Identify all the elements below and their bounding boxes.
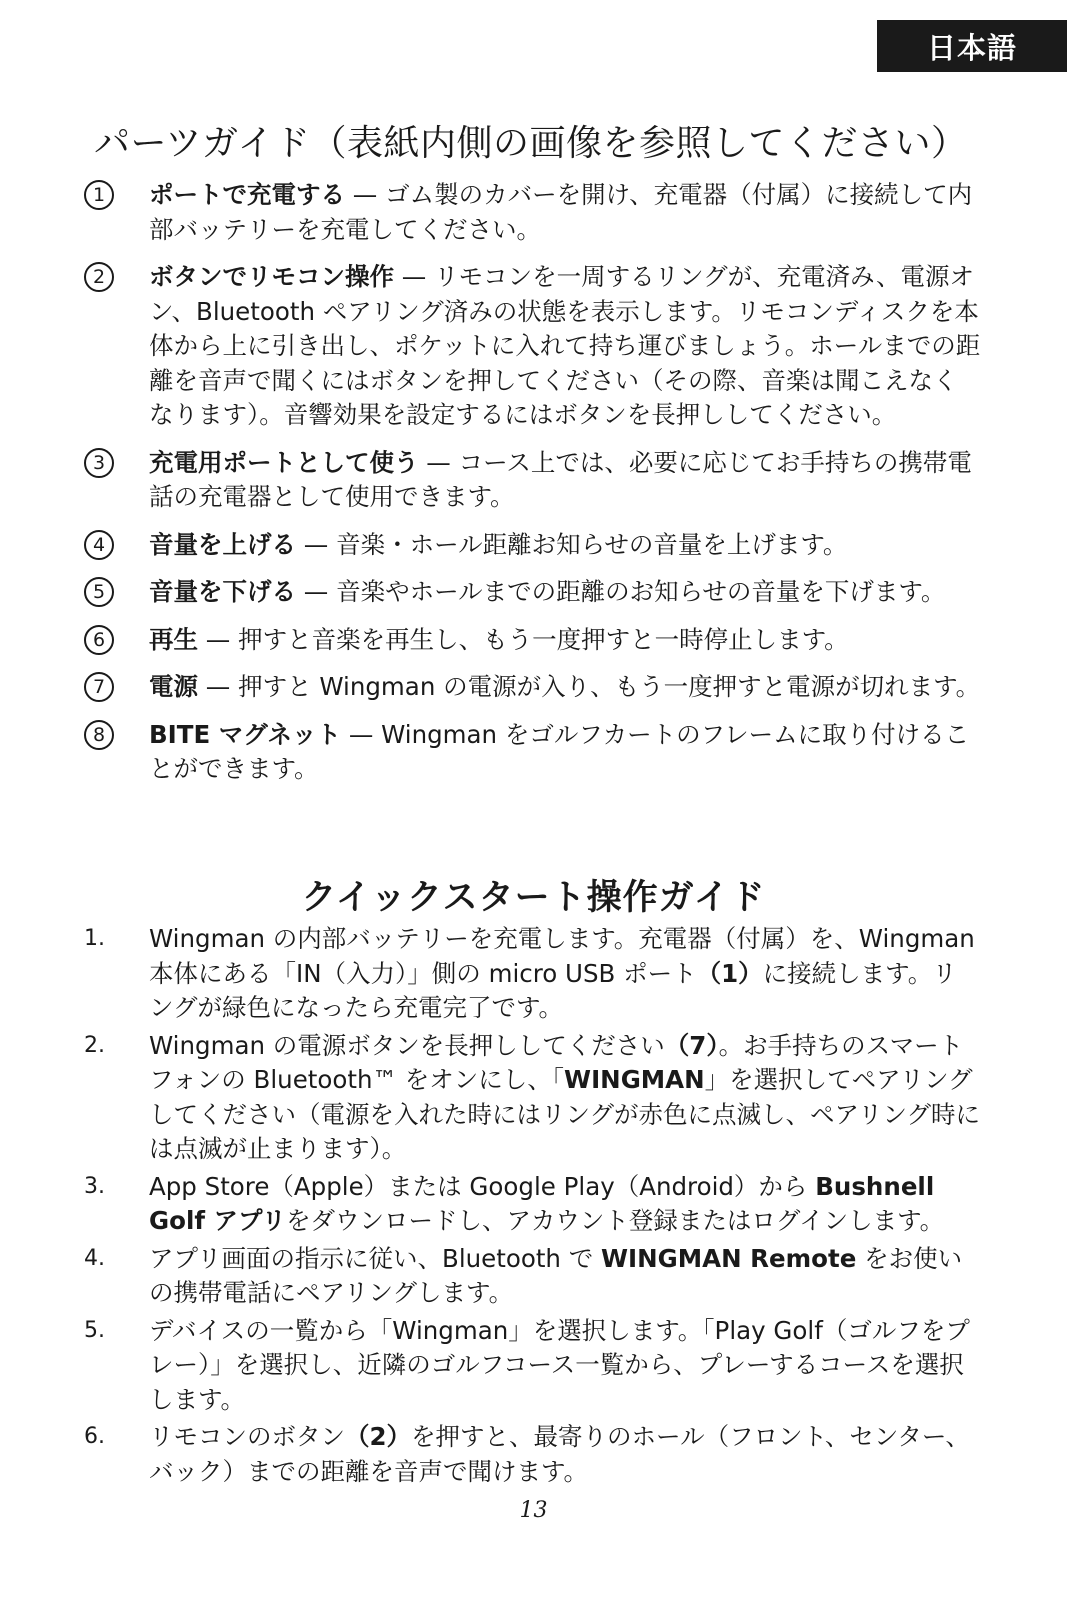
item-marker: 2 <box>84 262 114 292</box>
step-number: 6. <box>84 1424 105 1449</box>
step-bold-part: WINGMAN Remote <box>601 1243 857 1273</box>
list-item <box>84 1314 984 1418</box>
item-text <box>149 528 981 563</box>
list-item <box>84 528 984 563</box>
list-item <box>84 446 984 515</box>
page-title: パーツガイド（表紙内側の画像を参照してください） <box>94 123 968 164</box>
step-text-part: 。お手持ちのスマートフォンの Bluetooth™ をオンにし、「 <box>149 1030 964 1094</box>
step-text-part: を押すと、最寄りのホール（フロント、センター、バック）までの距離を音声で聞けます。 <box>149 1422 970 1486</box>
item-text <box>149 718 981 787</box>
step-text-part: 」を選択してペアリングしてください（電源を入れた時にはリングが赤色に点滅し、ペアリング時には点滅が止まります）。 <box>149 1065 981 1163</box>
step-bold-part: （1） <box>696 958 763 988</box>
step-text <box>149 1314 981 1418</box>
step-text-part: デバイスの一覧から「Wingman」を選択します。「Play Golf（ゴルフをプレー）」を選択し、近隣のゴルフコース一覧から、プレーするコースを選択します。 <box>149 1315 970 1414</box>
item-description: — 音楽・ホール距離お知らせの音量を上げます。 <box>296 529 848 559</box>
item-description: — Wingman をゴルフカートのフレームに取り付けることができます。 <box>149 719 970 783</box>
step-text-part: をお使いの携帯電話にペアリングします。 <box>149 1243 963 1307</box>
item-marker: 7 <box>84 672 114 702</box>
step-bold-part: WINGMAN <box>564 1065 705 1094</box>
item-description: — 押すと音楽を再生し、もう一度押すと一時停止します。 <box>198 624 849 654</box>
step-text-part: Wingman の電源ボタンを長押ししてください <box>149 1030 665 1060</box>
item-text <box>149 670 981 705</box>
step-number: 4. <box>84 1245 105 1271</box>
item-text <box>149 178 981 247</box>
step-number: 1. <box>84 926 105 951</box>
list-item <box>84 575 984 610</box>
steps-list <box>84 922 984 1492</box>
step-text <box>149 1029 981 1167</box>
item-description: — ゴム製のカバーを開け、充電器（付属）に接続して内部バッテリーを充電してください。 <box>149 180 973 244</box>
item-heading: 再生 <box>149 624 198 654</box>
item-marker: 1 <box>84 180 114 210</box>
item-heading: 音量を下げる <box>149 577 296 606</box>
item-marker: 5 <box>84 577 114 607</box>
item-marker: 3 <box>84 448 114 478</box>
step-number: 2. <box>84 1032 105 1058</box>
step-text-part: をダウンロードし、アカウント登録またはログインします。 <box>286 1206 945 1235</box>
item-heading: ポートで充電する <box>149 180 345 209</box>
list-item <box>84 1420 984 1489</box>
list-item <box>84 922 984 1026</box>
item-heading: 音量を上げる <box>149 529 296 559</box>
list-item <box>84 1242 984 1311</box>
list-item <box>84 178 984 247</box>
item-marker: 4 <box>84 530 114 560</box>
step-text-part: Wingman の内部バッテリーを充電します。充電器（付属）を、Wingman 本体にある「IN（入力）」側の micro USB ポート <box>149 924 975 988</box>
step-text-part: App Store（Apple）または Google Play（Android）から <box>149 1171 816 1201</box>
item-heading: ボタンでリモコン操作 <box>149 262 394 291</box>
step-text <box>149 922 981 1026</box>
list-item <box>84 670 984 705</box>
list-item <box>84 718 984 787</box>
item-heading: 電源 <box>149 672 198 701</box>
step-number: 5. <box>84 1317 105 1343</box>
parts-list <box>84 178 984 800</box>
item-marker: 6 <box>84 625 114 655</box>
item-heading: BITE マグネット <box>149 719 342 749</box>
item-text <box>149 446 981 515</box>
item-text <box>149 260 981 433</box>
step-number: 3. <box>84 1173 105 1199</box>
step-text-part: に接続します。リングが緑色になったら充電完了です。 <box>149 958 957 1022</box>
item-description: — 音楽やホールまでの距離のお知らせの音量を下げます。 <box>296 577 946 606</box>
list-item <box>84 623 984 658</box>
item-heading: 充電用ポートとして使う <box>149 447 419 477</box>
list-item <box>84 1170 984 1239</box>
step-bold-part: Bushnell Golf アプリ <box>149 1171 935 1235</box>
list-item <box>84 260 984 433</box>
step-bold-part: （2） <box>345 1422 412 1451</box>
item-text <box>149 575 981 610</box>
list-item <box>84 1029 984 1167</box>
item-marker: 8 <box>84 720 114 750</box>
page-number: 13 <box>519 1498 548 1523</box>
item-text <box>149 623 981 658</box>
item-description: — リモコンを一周するリングが、充電済み、電源オン、Bluetooth ペアリング済みの状態を表示します。リモコンディスクを本体から上に引き出し、ポケットに入れて持ち運びましょう。ホールまでの距離を音声で聞くにはボタンを押してください（その際、音楽は聞こえなくなります）。音響効果を設定するにはボタンを長押ししてください。 <box>149 262 981 429</box>
step-text-part: アプリ画面の指示に従い、Bluetooth で <box>149 1243 602 1273</box>
step-bold-part: （7） <box>664 1030 719 1060</box>
item-description: — 押すと Wingman の電源が入り、もう一度押すと電源が切れます。 <box>198 672 981 701</box>
step-text-part: リモコンのボタン <box>149 1422 345 1451</box>
step-text <box>149 1170 981 1239</box>
step-text <box>149 1420 981 1489</box>
section-heading: クイックスタート操作ガイド <box>301 878 766 918</box>
item-description: — コース上では、必要に応じてお手持ちの携帯電話の充電器として使用できます。 <box>149 447 972 511</box>
step-text <box>149 1242 981 1311</box>
language-tab: 日本語 <box>877 20 1067 72</box>
